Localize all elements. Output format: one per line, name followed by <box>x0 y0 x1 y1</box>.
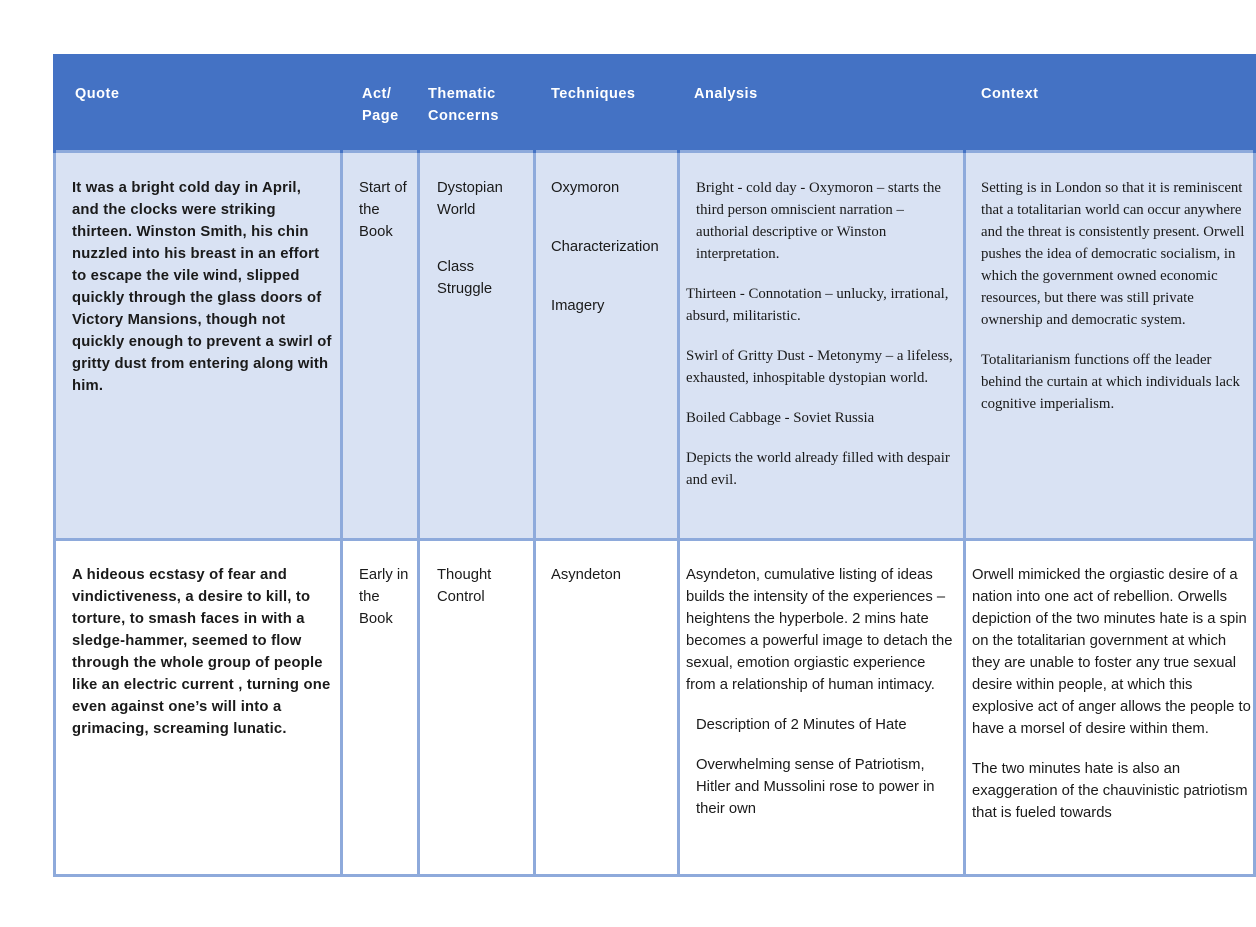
table-row <box>55 152 1255 540</box>
header-row <box>55 54 1255 152</box>
act-page-cell <box>342 152 419 540</box>
thematic-item: Class Struggle <box>437 259 493 297</box>
header-thematic-concerns: Thematic Concerns <box>419 54 535 152</box>
analysis-paragraph: Asyndeton, cumulative listing of ideas builds the intensity of the experiences – heightens the hyperbole. 2 mins hate becomes a powerful image to detach the sexual, emotion orgiastic experience from a relationship of human intimacy. <box>686 567 953 693</box>
table-row <box>55 540 1255 876</box>
quote-text: A hideous ecstasy of fear and vindictiveness, a desire to kill, to torture, to smash faces in with a sledge-hammer, seemed to flow through the whole group of people like an electric current , turning one even against one’s will into a grimacing, screaming lunatic. <box>72 567 331 737</box>
quote-text: It was a bright cold day in April, and the clocks were striking thirteen. Winston Smith, his chin nuzzled into his breast in an effort to escape the vile wind, slipped quickly through the glass doors of Victory Mansions, though not quickly enough to prevent a swirl of gritty dust from entering along with him. <box>72 180 332 394</box>
techniques-cell <box>535 540 679 876</box>
act-page-text: Early in the Book <box>359 567 409 627</box>
act-page-text: Start of the Book <box>359 180 407 240</box>
quote-cell <box>55 540 342 876</box>
analysis-paragraph: Thirteen - Connotation – unlucky, irrational, absurd, militaristic. <box>686 286 949 324</box>
analysis-cell <box>679 540 965 876</box>
thematic-item: Dystopian World <box>437 180 503 218</box>
context-paragraph: Orwell mimicked the orgiastic desire of a nation into one act of rebellion. Orwells depiction of the two minutes hate is a spin on the totalitarian government at which they are unable to foster any true sexual desire within people, at which this explosive act of anger allows the people to have a morsel of desire within them. <box>972 567 1251 737</box>
header-quote: Quote <box>55 54 342 152</box>
technique-item: Imagery <box>551 298 605 314</box>
act-page-cell <box>342 540 419 876</box>
context-paragraph: The two minutes hate is also an exaggeration of the chauvinistic patriotism that is fueled towards <box>972 761 1248 821</box>
thematic-item: Thought Control <box>437 567 492 605</box>
technique-item: Asyndeton <box>551 567 621 583</box>
context-paragraph: Totalitarianism functions off the leader behind the curtain at which individuals lack cognitive imperialism. <box>981 352 1240 412</box>
analysis-cell <box>679 152 965 540</box>
context-cell <box>965 540 1255 876</box>
thematic-cell <box>419 540 535 876</box>
header-act-page: Act/ Page <box>342 54 419 152</box>
notes-table <box>53 54 1256 877</box>
analysis-paragraph: Depicts the world already filled with despair and evil. <box>686 450 950 488</box>
technique-item: Characterization <box>551 239 659 255</box>
techniques-cell <box>535 152 679 540</box>
thematic-cell <box>419 152 535 540</box>
analysis-paragraph: Boiled Cabbage - Soviet Russia <box>686 410 875 426</box>
context-cell <box>965 152 1255 540</box>
analysis-paragraph: Description of 2 Minutes of Hate <box>696 717 907 733</box>
technique-item: Oxymoron <box>551 180 620 196</box>
analysis-paragraph: Swirl of Gritty Dust - Metonymy – a lifeless, exhausted, inhospitable dystopian world. <box>686 348 953 386</box>
header-analysis: Analysis <box>679 54 965 152</box>
quote-cell <box>55 152 342 540</box>
analysis-paragraph: Bright - cold day - Oxymoron – starts the third person omniscient narration – authorial descriptive or Winston interpretation. <box>696 180 941 262</box>
header-context: Context <box>965 54 1255 152</box>
context-paragraph: Setting is in London so that it is reminiscent that a totalitarian world can occur anywhere and the threat is consistently present. Orwell pushes the idea of democratic socialism, in which the government owned economic resources, but there was still private ownership and democratic system. <box>981 180 1245 328</box>
header-techniques: Techniques <box>535 54 679 152</box>
analysis-paragraph: Overwhelming sense of Patriotism, Hitler and Mussolini rose to power in their own <box>696 757 935 817</box>
